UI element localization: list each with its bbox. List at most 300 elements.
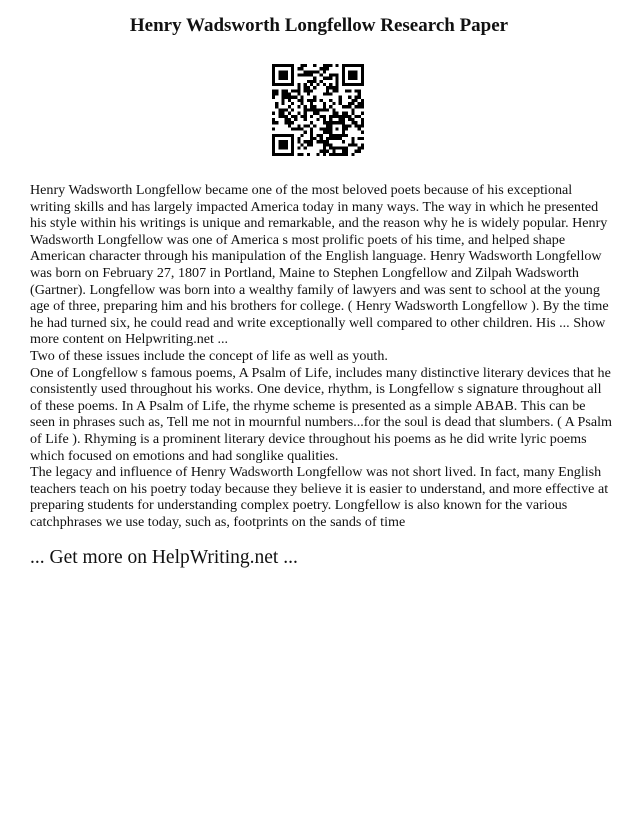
qr-module: [278, 77, 281, 80]
qr-module: [282, 140, 285, 143]
qr-module: [272, 83, 275, 86]
qr-module: [320, 127, 323, 130]
qr-module: [285, 140, 288, 143]
qr-module: [307, 143, 310, 146]
qr-module: [323, 93, 326, 96]
qr-module: [272, 146, 275, 149]
qr-module: [361, 99, 364, 102]
qr-module: [297, 99, 300, 102]
qr-module: [332, 150, 335, 153]
qr-module: [354, 150, 357, 153]
qr-module: [313, 137, 316, 140]
qr-module: [285, 115, 288, 118]
qr-module: [285, 77, 288, 80]
qr-module: [326, 143, 329, 146]
qr-module: [361, 131, 364, 134]
qr-module: [313, 112, 316, 115]
qr-module: [301, 127, 304, 130]
qr-module: [329, 86, 332, 89]
qr-module: [354, 96, 357, 99]
qr-module: [339, 134, 342, 137]
qr-module: [278, 112, 281, 115]
qr-module: [326, 93, 329, 96]
qr-module: [304, 64, 307, 67]
qr-module: [345, 134, 348, 137]
qr-module: [361, 83, 364, 86]
qr-module: [307, 140, 310, 143]
qr-module: [288, 153, 291, 156]
qr-module: [304, 140, 307, 143]
qr-module: [332, 108, 335, 111]
qr-module: [272, 150, 275, 153]
qr-module: [348, 124, 351, 127]
qr-module: [345, 105, 348, 108]
qr-module: [323, 143, 326, 146]
qr-module: [291, 150, 294, 153]
qr-module: [323, 67, 326, 70]
qr-module: [282, 93, 285, 96]
qr-module: [320, 137, 323, 140]
qr-module: [297, 140, 300, 143]
qr-module: [272, 143, 275, 146]
qr-module: [348, 64, 351, 67]
qr-module: [351, 140, 354, 143]
qr-module: [358, 115, 361, 118]
qr-module: [285, 134, 288, 137]
qr-module: [354, 70, 357, 73]
qr-module: [278, 153, 281, 156]
qr-module: [361, 146, 364, 149]
qr-module: [358, 137, 361, 140]
qr-module: [301, 143, 304, 146]
paragraph-legacy: The legacy and influence of Henry Wadsworth Longfellow was not short lived. In fact, many English teachers teach on his poetry today because they believe it is easier to understand, and more effective at preparing students for understanding complex poetry. Longfellow is also known for the various catchphrases we use today, such as, footprints on the sands of time: [30, 464, 609, 530]
qr-module: [335, 127, 338, 130]
qr-module: [278, 108, 281, 111]
qr-module: [313, 77, 316, 80]
qr-module: [348, 89, 351, 92]
qr-module: [361, 80, 364, 83]
qr-module: [316, 112, 319, 115]
qr-module: [291, 70, 294, 73]
qr-module: [351, 108, 354, 111]
qr-module: [282, 70, 285, 73]
qr-module: [351, 143, 354, 146]
qr-module: [304, 70, 307, 73]
qr-module: [326, 137, 329, 140]
qr-module: [323, 127, 326, 130]
qr-module: [310, 80, 313, 83]
qr-module: [345, 124, 348, 127]
qr-module: [345, 146, 348, 149]
qr-module: [326, 127, 329, 130]
qr-module: [304, 105, 307, 108]
qr-module: [310, 102, 313, 105]
qr-module: [285, 96, 288, 99]
qr-module: [294, 89, 297, 92]
qr-module: [348, 102, 351, 105]
qr-module: [335, 146, 338, 149]
qr-module: [310, 108, 313, 111]
qr-module: [323, 121, 326, 124]
qr-module: [313, 64, 316, 67]
qr-module: [348, 77, 351, 80]
qr-module: [291, 80, 294, 83]
qr-module: [278, 83, 281, 86]
qr-module: [291, 140, 294, 143]
qr-module: [307, 89, 310, 92]
qr-module: [272, 80, 275, 83]
qr-module: [354, 124, 357, 127]
qr-module: [310, 131, 313, 134]
qr-module: [310, 74, 313, 77]
qr-module: [278, 74, 281, 77]
qr-module: [291, 115, 294, 118]
qr-module: [358, 105, 361, 108]
qr-module: [316, 134, 319, 137]
qr-module: [323, 108, 326, 111]
qr-module: [313, 108, 316, 111]
qr-module: [301, 74, 304, 77]
qr-module: [272, 137, 275, 140]
qr-module: [275, 93, 278, 96]
qr-module: [316, 153, 319, 156]
qr-module: [329, 153, 332, 156]
qr-module: [301, 64, 304, 67]
qr-module: [301, 153, 304, 156]
qr-module: [297, 89, 300, 92]
qr-module: [313, 124, 316, 127]
qr-module: [351, 83, 354, 86]
qr-module: [320, 134, 323, 137]
qr-module: [354, 89, 357, 92]
qr-module: [326, 64, 329, 67]
qr-module: [323, 146, 326, 149]
qr-module: [275, 121, 278, 124]
qr-module: [320, 150, 323, 153]
qr-module: [288, 134, 291, 137]
qr-module: [361, 77, 364, 80]
qr-module: [342, 64, 345, 67]
qr-module: [304, 115, 307, 118]
qr-module: [310, 105, 313, 108]
qr-module: [278, 70, 281, 73]
qr-module: [339, 115, 342, 118]
qr-module: [339, 118, 342, 121]
qr-module: [297, 86, 300, 89]
qr-module: [329, 146, 332, 149]
qr-module: [272, 118, 275, 121]
qr-module: [285, 153, 288, 156]
qr-module: [307, 153, 310, 156]
qr-module: [316, 108, 319, 111]
qr-module: [361, 105, 364, 108]
qr-module: [291, 153, 294, 156]
qr-module: [294, 115, 297, 118]
qr-module: [291, 96, 294, 99]
qr-module: [332, 121, 335, 124]
qr-module: [323, 102, 326, 105]
qr-module: [361, 102, 364, 105]
qr-module: [297, 127, 300, 130]
qr-module: [320, 115, 323, 118]
qr-module: [345, 89, 348, 92]
qr-module: [348, 118, 351, 121]
qr-module: [272, 89, 275, 92]
qr-module: [358, 96, 361, 99]
qr-module: [297, 105, 300, 108]
qr-module: [282, 134, 285, 137]
qr-module: [313, 99, 316, 102]
qr-module: [291, 64, 294, 67]
qr-module: [323, 153, 326, 156]
qr-module: [326, 77, 329, 80]
qr-module: [332, 134, 335, 137]
qr-module: [335, 64, 338, 67]
qr-module: [275, 102, 278, 105]
qr-module: [320, 67, 323, 70]
qr-module: [278, 115, 281, 118]
article-body: [30, 182, 614, 530]
paragraph-psalm: One of Longfellow s famous poems, A Psalm of Life, includes many distinctive literary devices that he consistently used throughout his works. One device, rhythm, is Longfellow s signature throughout all of these poems. In A Psalm of Life, the rhyme scheme is presented as a simple ABAB. This can be seen in phrases such as, Tell me not in mournful numbers...for the soul is dead that slumbers. ( A Psalm of Life ). Rhyming is a prominent literary device throughout his poems as he did write lyric poems which focused on emotions and had songlike qualities.: [30, 364, 612, 464]
qr-module: [348, 74, 351, 77]
qr-module: [358, 64, 361, 67]
qr-module: [335, 153, 338, 156]
qr-module: [288, 96, 291, 99]
qr-module: [354, 83, 357, 86]
qr-module: [291, 67, 294, 70]
qr-module: [313, 86, 316, 89]
qr-module: [288, 64, 291, 67]
qr-module: [304, 131, 307, 134]
qr-module: [272, 112, 275, 115]
qr-module: [291, 74, 294, 77]
qr-module: [304, 118, 307, 121]
qr-module: [323, 70, 326, 73]
qr-module: [282, 115, 285, 118]
qr-module: [272, 67, 275, 70]
qr-module: [326, 86, 329, 89]
qr-module: [272, 93, 275, 96]
qr-module: [342, 105, 345, 108]
qr-module: [278, 140, 281, 143]
qr-module: [335, 74, 338, 77]
qr-module: [358, 83, 361, 86]
qr-module: [348, 83, 351, 86]
qr-module: [339, 99, 342, 102]
qr-module: [361, 67, 364, 70]
qr-module: [310, 83, 313, 86]
qr-module: [332, 112, 335, 115]
qr-module: [342, 112, 345, 115]
qr-module: [361, 118, 364, 121]
qr-module: [351, 64, 354, 67]
qr-module: [342, 80, 345, 83]
qr-module: [326, 124, 329, 127]
qr-module: [272, 127, 275, 130]
qr-module: [342, 153, 345, 156]
qr-module: [272, 74, 275, 77]
qr-module: [285, 108, 288, 111]
qr-module: [339, 102, 342, 105]
qr-module: [278, 146, 281, 149]
qr-module: [345, 153, 348, 156]
qr-module: [339, 137, 342, 140]
qr-module: [329, 83, 332, 86]
qr-module: [329, 137, 332, 140]
qr-module: [275, 105, 278, 108]
qr-module: [310, 115, 313, 118]
qr-module: [326, 89, 329, 92]
qr-module: [326, 150, 329, 153]
qr-module: [342, 150, 345, 153]
qr-module: [301, 102, 304, 105]
qr-module: [310, 70, 313, 73]
qr-module: [288, 93, 291, 96]
qr-module: [297, 93, 300, 96]
qr-module: [310, 137, 313, 140]
qr-module: [313, 105, 316, 108]
qr-module: [304, 89, 307, 92]
qr-module: [339, 96, 342, 99]
qr-module: [278, 64, 281, 67]
qr-module: [291, 102, 294, 105]
qr-module: [320, 140, 323, 143]
qr-module: [361, 70, 364, 73]
qr-module: [297, 112, 300, 115]
qr-module: [304, 108, 307, 111]
qr-module: [342, 124, 345, 127]
qr-module: [358, 93, 361, 96]
qr-module: [307, 86, 310, 89]
qr-module: [291, 108, 294, 111]
qr-module: [310, 134, 313, 137]
qr-module: [326, 131, 329, 134]
qr-module: [288, 105, 291, 108]
qr-module: [329, 124, 332, 127]
qr-module: [323, 131, 326, 134]
qr-module: [307, 99, 310, 102]
qr-module: [310, 99, 313, 102]
qr-module: [342, 77, 345, 80]
qr-module: [358, 124, 361, 127]
qr-module: [335, 80, 338, 83]
qr-module: [332, 89, 335, 92]
qr-module: [291, 143, 294, 146]
qr-module: [272, 70, 275, 73]
qr-module: [275, 153, 278, 156]
qr-module: [329, 115, 332, 118]
qr-module: [323, 64, 326, 67]
qr-module: [304, 124, 307, 127]
qr-module: [304, 146, 307, 149]
qr-module: [282, 112, 285, 115]
qr-module: [323, 115, 326, 118]
qr-module: [278, 143, 281, 146]
qr-module: [275, 134, 278, 137]
qr-module: [332, 146, 335, 149]
qr-module: [351, 112, 354, 115]
get-more-link[interactable]: ... Get more on HelpWriting.net ...: [30, 547, 298, 568]
qr-module: [282, 99, 285, 102]
qr-module: [354, 64, 357, 67]
qr-module: [342, 67, 345, 70]
qr-module: [354, 77, 357, 80]
qr-module: [288, 99, 291, 102]
qr-module: [332, 86, 335, 89]
qr-module: [335, 137, 338, 140]
qr-module: [329, 118, 332, 121]
qr-module: [329, 77, 332, 80]
qr-module: [329, 127, 332, 130]
qr-module: [342, 121, 345, 124]
qr-module: [332, 137, 335, 140]
qr-module: [329, 121, 332, 124]
qr-module: [335, 121, 338, 124]
qr-module: [275, 89, 278, 92]
qr-module: [329, 93, 332, 96]
qr-module: [358, 146, 361, 149]
qr-module: [354, 99, 357, 102]
qr-module: [329, 134, 332, 137]
qr-module: [335, 77, 338, 80]
qr-module: [294, 118, 297, 121]
qr-module: [348, 96, 351, 99]
qr-module: [297, 153, 300, 156]
qr-module: [310, 140, 313, 143]
page-title: Henry Wadsworth Longfellow Research Paper: [129, 15, 509, 36]
qr-module: [285, 143, 288, 146]
qr-module: [351, 121, 354, 124]
paragraph-issues: Two of these issues include the concept of life as well as youth.: [30, 347, 388, 364]
paragraph-intro: Henry Wadsworth Longfellow became one of the most beloved poets because of his exceptional writing skills and has largely impacted America today in many ways. The way in which he presented his style within his writings is unique and remarkable, and the reason why he is widely popular. Henry Wadsworth Longfellow was one of America s most prolific poets of his time, and helped shape American character through his manipulation of the English language. Henry Wadsworth Longfellow was born on February 27, 1807 in Portland, Maine to Stephen Longfellow and Zilpah Wadsworth (Gartner). Longfellow was born into a wealthy family of lawyers and was sent to school at the young age of three, preparing him and his brothers for college. ( Henry Wadsworth Longfellow ). By the time he had turned six, he could read and write exceptionally well compared to other children. His ... Show more content on Helpwriting.net ...: [30, 182, 609, 348]
qr-module: [282, 64, 285, 67]
qr-module: [326, 67, 329, 70]
qr-module: [332, 153, 335, 156]
qr-module: [313, 96, 316, 99]
qr-module: [339, 146, 342, 149]
qr-module: [282, 74, 285, 77]
qr-module: [329, 143, 332, 146]
qr-module: [361, 121, 364, 124]
qr-module: [358, 102, 361, 105]
qr-module: [282, 108, 285, 111]
qr-module: [326, 108, 329, 111]
qr-module: [354, 143, 357, 146]
qr-module: [329, 131, 332, 134]
qr-module: [358, 89, 361, 92]
qr-module: [345, 150, 348, 153]
qr-module: [285, 70, 288, 73]
qr-module: [348, 143, 351, 146]
qr-module: [361, 74, 364, 77]
qr-module: [285, 121, 288, 124]
qr-module: [342, 115, 345, 118]
qr-module: [329, 105, 332, 108]
qr-module: [301, 96, 304, 99]
qr-module: [345, 115, 348, 118]
qr-module: [323, 105, 326, 108]
qr-module: [301, 115, 304, 118]
qr-module: [320, 108, 323, 111]
qr-module: [354, 115, 357, 118]
qr-module: [275, 83, 278, 86]
qr-module: [310, 127, 313, 130]
qr-module: [342, 146, 345, 149]
qr-module: [316, 118, 319, 121]
qr-module: [282, 153, 285, 156]
qr-module: [351, 118, 354, 121]
qr-module: [354, 74, 357, 77]
